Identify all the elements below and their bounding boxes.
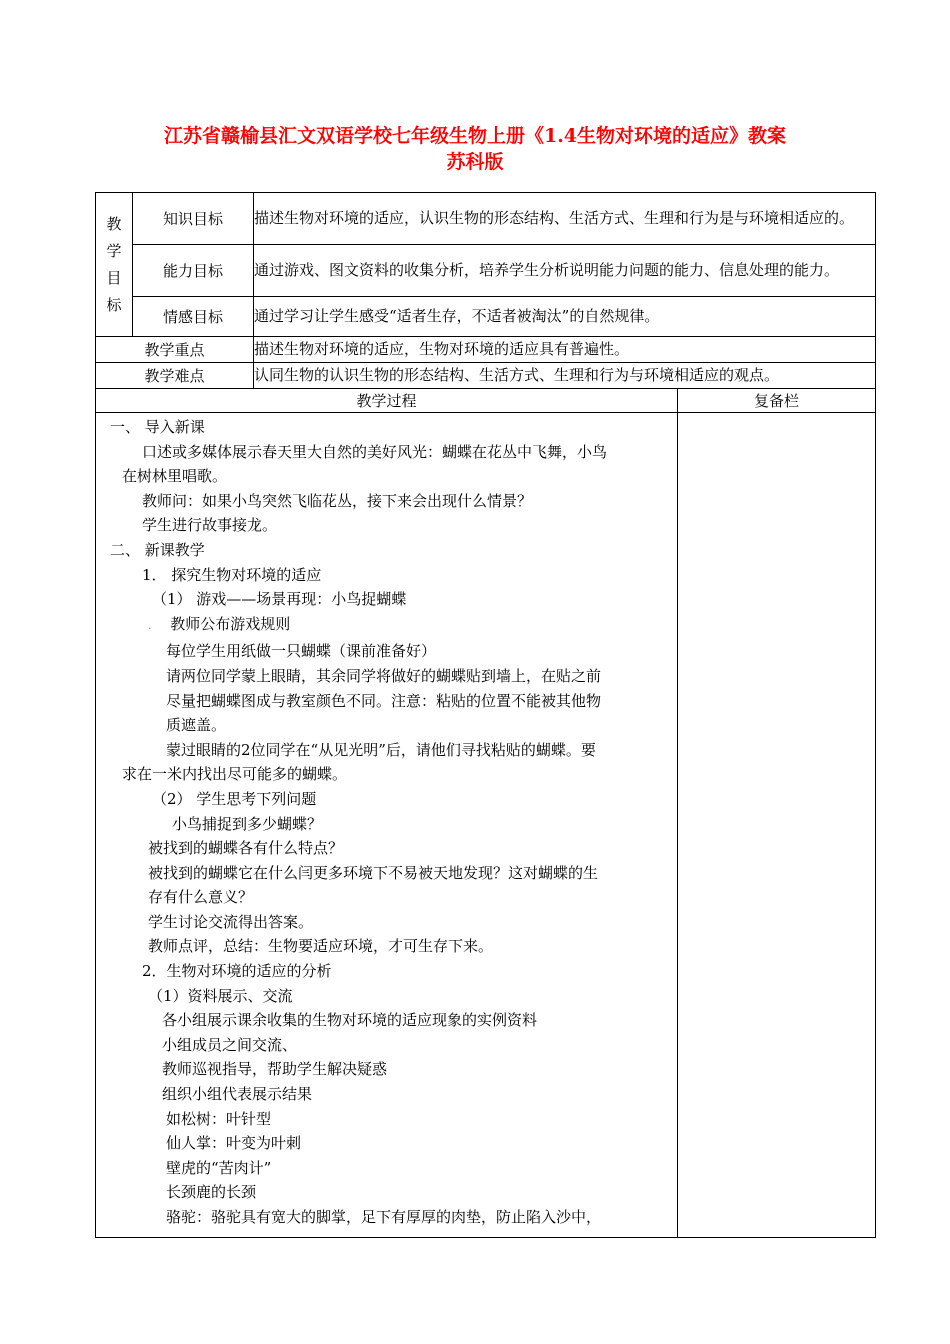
- process-line: 质遮盖。: [166, 716, 227, 735]
- process-line: 在树林里唱歌。: [122, 467, 228, 486]
- process-line: . 教师公布游戏规则: [148, 614, 291, 633]
- notes-column: [678, 413, 876, 1238]
- process-line: 每位学生用纸做一只蝴蝶（课前准备好）: [166, 642, 437, 661]
- process-header: 教学过程: [96, 389, 678, 413]
- lesson-plan-table: [95, 192, 876, 1238]
- objectives-group-label: 教 学 目 标: [96, 193, 133, 337]
- process-line: 尽量把蝴蝶图成与教室颜色不同。注意：粘贴的位置不能被其他物: [166, 691, 602, 710]
- process-line: （1）资料展示、交流: [148, 986, 293, 1005]
- ability-objective-label: 能力目标: [133, 245, 254, 297]
- knowledge-objective-text: 描述生物对环境的适应，认识生物的形态结构、生活方式、生理和行为是与环境相适应的。: [254, 193, 876, 245]
- process-line: 被找到的蝴蝶各有什么特点？: [148, 839, 344, 858]
- process-line: 求在一米内找出尽可能多的蝴蝶。: [122, 765, 348, 784]
- ability-objective-text: 通过游戏、图文资料的收集分析，培养学生分析说明能力问题的能力、信息处理的能力。: [254, 245, 876, 297]
- bullet-mark: .: [148, 620, 152, 632]
- key-point-text: 描述生物对环境的适应，生物对环境的适应具有普遍性。: [254, 337, 876, 363]
- difficulty-text: 认同生物的认识生物的形态结构、生活方式、生理和行为与环境相适应的观点。: [254, 363, 876, 389]
- process-line: 存有什么意义？: [148, 888, 254, 907]
- process-line: 请两位同学蒙上眼睛，其余同学将做好的蝴蝶贴到墙上，在贴之前: [166, 666, 602, 685]
- knowledge-objective-label: 知识目标: [133, 193, 254, 245]
- teaching-process-body: [96, 413, 678, 1238]
- process-line: 各小组展示课余收集的生物对环境的适应现象的实例资料: [162, 1011, 538, 1030]
- process-line: 学生进行故事接龙。: [142, 516, 278, 535]
- emotion-objective-label: 情感目标: [133, 297, 254, 337]
- document-title-line-1: 江苏省赣榆县汇文双语学校七年级生物上册《1.4生物对环境的适应》教案: [163, 125, 787, 147]
- process-line: 长颈鹿的长颈: [166, 1183, 257, 1202]
- process-line: 小鸟捕捉到多少蝴蝶？: [172, 814, 323, 833]
- process-line: 蒙过眼睛的2位同学在“从见光明”后，请他们寻找粘贴的蝴蝶。要: [166, 740, 596, 759]
- notes-header: 复备栏: [678, 389, 876, 413]
- process-line: （1） 游戏——场景再现：小鸟捉蝴蝶: [152, 590, 407, 609]
- process-line: 口述或多媒体展示春天里大自然的美好风光：蝴蝶在花丛中飞舞，小鸟: [142, 442, 608, 461]
- process-line: 组织小组代表展示结果: [162, 1085, 313, 1104]
- process-line: 学生讨论交流得出答案。: [148, 912, 314, 931]
- process-line: 一、 导入新课: [110, 418, 205, 436]
- process-line: 教师点评，总结：生物要适应环境，才可生存下来。: [148, 937, 494, 956]
- process-line: 1． 探究生物对环境的适应: [142, 565, 322, 584]
- process-line: 小组成员之间交流、: [162, 1035, 298, 1054]
- process-line: 教师问：如果小鸟突然飞临花丛，接下来会出现什么情景？: [142, 491, 533, 510]
- process-line: 被找到的蝴蝶它在什么闫更多环境下不易被天地发现？这对蝴蝶的生: [148, 863, 599, 882]
- difficulty-label: 教学难点: [96, 363, 254, 389]
- key-point-label: 教学重点: [96, 337, 254, 363]
- process-line: （2） 学生思考下列问题: [152, 789, 317, 808]
- process-line: 教师巡视指导，帮助学生解决疑惑: [162, 1060, 388, 1079]
- document-title-line-2: 苏科版: [446, 151, 504, 173]
- process-line: 壁虎的“苦肉计”: [166, 1158, 272, 1177]
- process-line: 二、 新课教学: [110, 540, 205, 559]
- process-line: 如松树：叶针型: [166, 1109, 272, 1128]
- process-line: 仙人掌：叶变为叶刺: [166, 1134, 302, 1153]
- process-line: 2．生物对环境的适应的分析: [142, 962, 332, 981]
- emotion-objective-text: 通过学习让学生感受“适者生存，不适者被淘汰”的自然规律。: [254, 297, 876, 337]
- process-line: 骆驼：骆驼具有宽大的脚掌，足下有厚厚的肉垫，防止陷入沙中，: [166, 1208, 602, 1226]
